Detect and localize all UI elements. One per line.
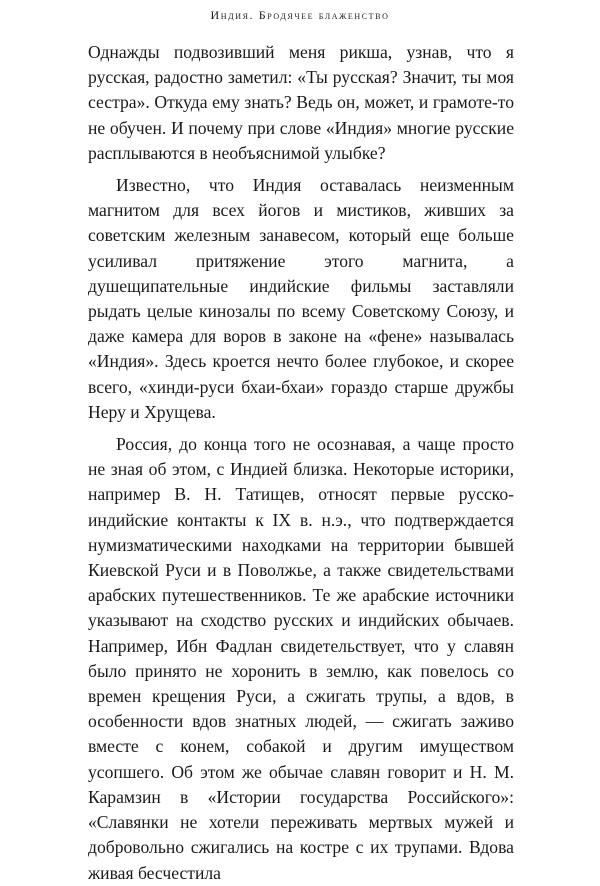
- paragraph: Известно, что Индия оставалась неизменным магнитом для всех йогов и мистиков, живших за советским железным занавесом, который еще больше усиливал притяжение этого магнита, а душещипательные индийские фильмы заставляли рыдать целые кинозалы по всему Советскому Союзу, и даже камера для воров в законе на «фене» называлась «Индия». Здесь кроется нечто более глубокое, и скорее всего, «хинди-руси бхаи-бхаи» гораздо старше дружбы Неру и Хрущева.: [88, 175, 514, 422]
- body-text: [88, 40, 514, 886]
- paragraph: Однажды подвозивший меня рикша, узнав, что я русская, радостно заметил: «Ты русская? Значит, ты моя сестра». Откуда ему знать? Ведь он, может, и грамоте-то не обучен. И почему при слове «Индия» многие русские расплываются в необъяснимой улыбке?: [88, 42, 514, 163]
- running-head: Индия. Бродячее блаженство: [210, 8, 390, 22]
- paragraph: Россия, до конца того не осознавая, а чаще просто не зная об этом, с Индией близка. Некоторые историки, например В. Н. Татищев, относят первые русско-индийские контакты к IX в. н.э., что подтверждается нумизматическими находками на территории бывшей Киевской Руси и в Поволжье, а также свидетельствами арабских путешественников. Те же арабские источники указывают на сходство русских и индийских обычаев. Например, Ибн Фадлан свидетельствует, что у славян было принято не хоронить в землю, как повелось со времен крещения Руси, а сжигать трупы, а вдов, в особенности вдов знатных людей, — сжигать заживо вместе с конем, собакой и другим имуществом усопшего. Об этом же обычае славян говорит и Н. М. Карамзин в «Истории государства Российского»: «Славянки не хотели переживать мертвых мужей и добровольно сжигались на костре с их трупами. Вдова живая бесчестила: [88, 434, 514, 883]
